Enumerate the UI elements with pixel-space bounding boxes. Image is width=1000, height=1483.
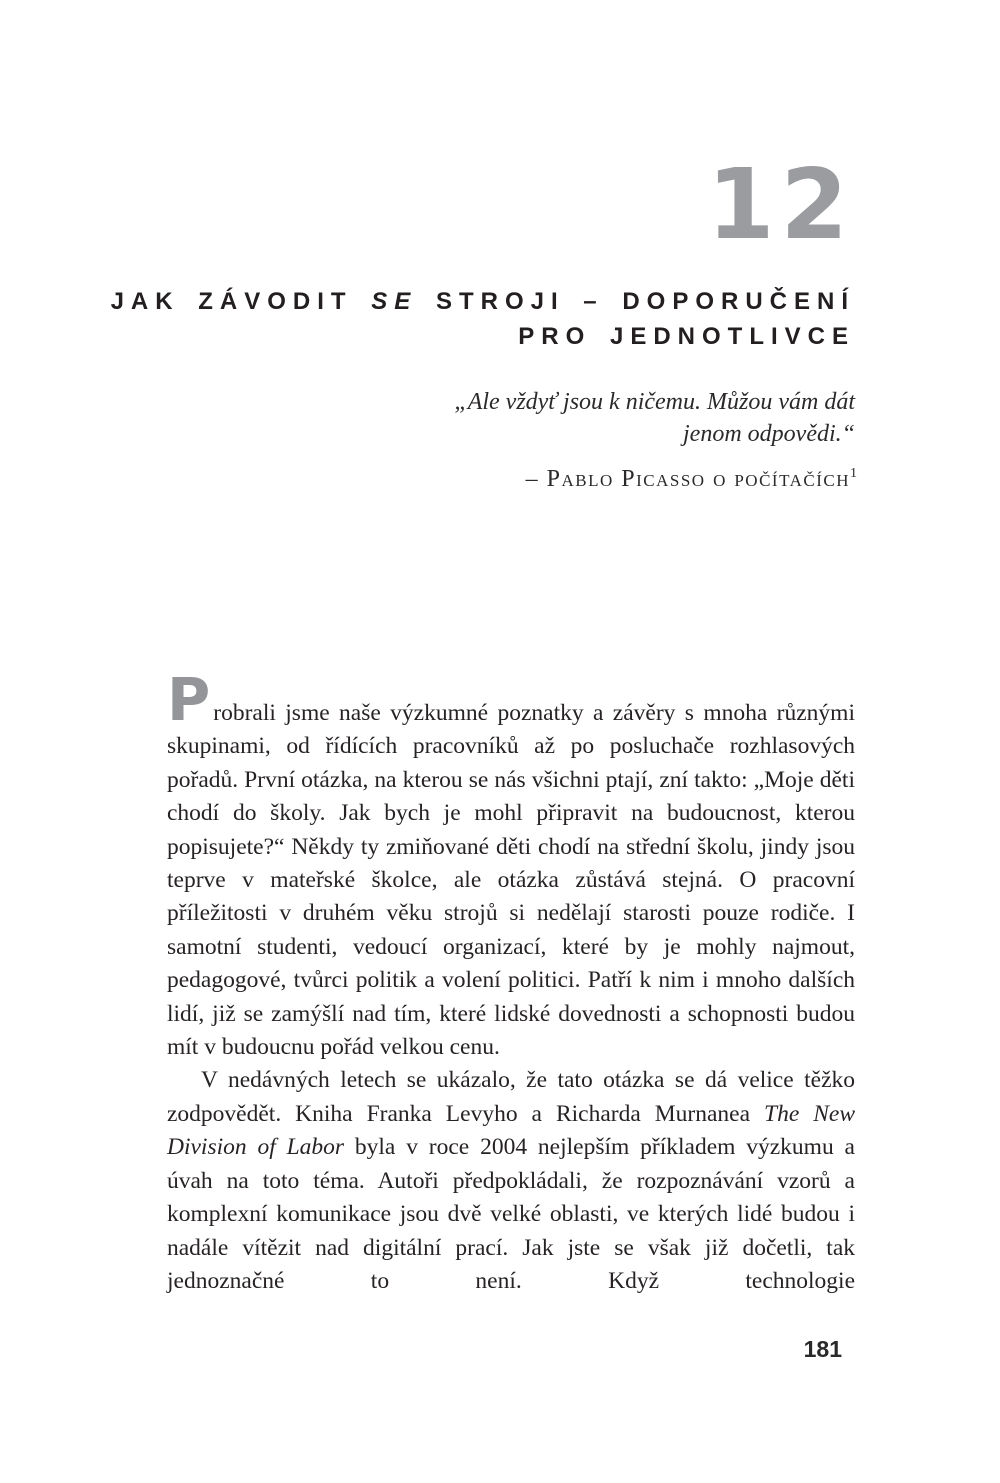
- chapter-title-text-post: STROJI – DOPORUČENÍ: [417, 288, 855, 315]
- paragraph-1-text: robrali jsme naše výzkumné poznatky a závěry s mnoha různými skupinami, od řídících pracovníků až po posluchače rozhlasových pořadů. První otázka, na kterou se nás všichni ptají, zní takto: „Moje děti chodí do školy. Jak bych je mohl připravit na budoucnost, kterou popisujete?“ Někdy ty zmiňované děti chodí na střední školu, jindy jsou teprve v mateřské školce, ale otázka zůstává stejná. O pracovní příležitosti v druhém věku strojů si nedělají starosti pouze rodiče. I samotní studenti, vedoucí organizací, které by je mohly najmout, pedagogové, tvůrci politik a volení politici. Patří k nim i mnoho dalších lidí, již se zamýšlí nad tím, které lidské dovednosti a schopnosti budou mít v budoucnu pořád velkou cenu.: [167, 700, 855, 1061]
- chapter-title-line-1: [111, 284, 855, 319]
- chapter-number: 12: [707, 148, 854, 261]
- paragraph-2-text-post: byla v roce 2004 nejlepším příkladem výzkumu a úvah na toto téma. Autoři předpokládali, že rozpoznávání vzorů a komplexní komunikace jsou dvě velké oblasti, ve kterých lidé budou i nadále vítězit nad digitální prací. Jak jste se však již dočetli, tak jednoznačné to není. Když technologie: [167, 1134, 855, 1294]
- initial-cap: P: [167, 665, 211, 734]
- epigraph-quote-line-2: jenom odpovědi.“: [683, 421, 855, 447]
- paragraph-2-text-pre: V nedávných letech se ukázalo, že tato otázka se dá velice těžko zodpovědět. Kniha Franka Levyho a Richarda Murnanea: [167, 1067, 855, 1127]
- paragraph-1: [167, 665, 855, 1064]
- epigraph-attribution: [526, 466, 857, 493]
- book-title-italic: The New Division of Labor: [167, 1100, 856, 1161]
- paragraph-2: [167, 1064, 855, 1298]
- body-text: [167, 665, 856, 1298]
- chapter-title: [111, 284, 855, 354]
- epigraph-attribution-text: – Pablo Picasso o počítačích: [525, 466, 850, 492]
- epigraph-quote: [454, 386, 855, 450]
- chapter-title-text-pre: JAK ZÁVODIT: [110, 288, 372, 315]
- chapter-title-italic-word: SE: [371, 288, 418, 315]
- footnote-marker: 1: [850, 466, 857, 481]
- chapter-title-line-2: PRO JEDNOTLIVCE: [518, 323, 855, 350]
- page-number: 181: [803, 1336, 842, 1362]
- epigraph-quote-line-1: „Ale vždyť jsou k ničemu. Můžou vám dát: [454, 389, 855, 415]
